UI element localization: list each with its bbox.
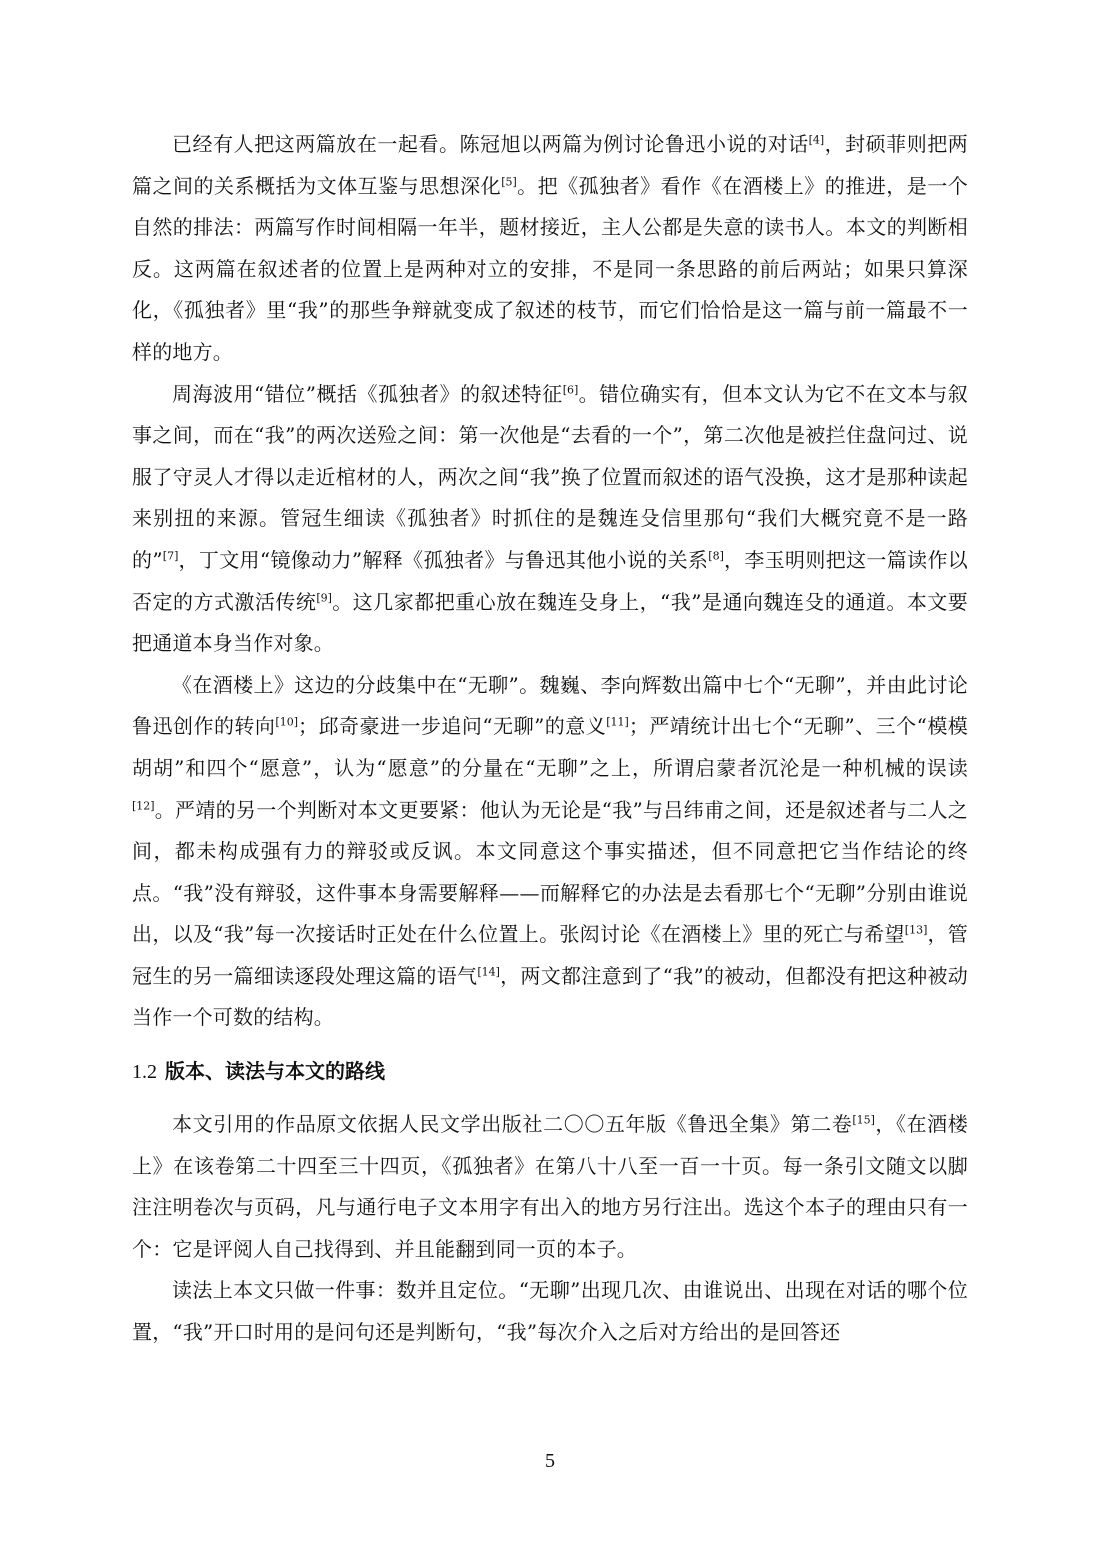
section-title: 版本、读法与本文的路线	[165, 1059, 385, 1084]
citation-marker: [9]	[316, 590, 332, 604]
text-run: ，《在酒楼上》在该卷第二十四至三十四页，《孤独者》在第八十八至一百一十页。每一条引文随文以脚注注明卷次与页码，凡与通行电子文本用字有出入的地方另行注出。选这个本子的理由只有一个：它是评阅人自己找得到、并且能翻到同一页的本子。	[132, 1112, 969, 1261]
paragraph	[132, 1270, 968, 1353]
text-run: 。这几家都把重心放在魏连殳身上，“我”是通向魏连殳的通道。本文要把通道本身当作对象。	[132, 589, 968, 656]
text-run: ，管冠生的另一篇细读逐段处理这篇的语气	[132, 922, 969, 988]
paragraph	[132, 124, 968, 374]
section-heading	[132, 1051, 968, 1092]
text-run: 周海波用“错位”概括《孤独者》的叙述特征	[172, 381, 563, 406]
text-run: ；邱奇豪进一步追问“无聊”的意义	[298, 714, 607, 739]
paragraph	[132, 374, 968, 665]
text-run: ，两文都注意到了“我”的被动，但都没有把这种被动当作一个可数的结构。	[132, 963, 968, 1030]
citation-marker: [8]	[708, 549, 724, 563]
citation-marker: [7]	[162, 549, 179, 563]
section-number: 1.2	[132, 1061, 157, 1084]
text-run: 本文引用的作品原文依据人民文学出版社二〇〇五年版《鲁迅全集》第二卷	[172, 1112, 853, 1137]
citation-marker: [11]	[606, 715, 629, 729]
citation-marker: [15]	[852, 1113, 875, 1127]
paragraph	[132, 1104, 968, 1270]
citation-marker: [14]	[477, 965, 500, 979]
text-run: 。错位确实有，但本文认为它不在文本与叙事之间，而在“我”的两次送殓之间：第一次他是“去看的一个”，第二次他是被拦住盘问过、说服了守灵人才得以走近棺材的人，两次之间“我”换了位置而叙述的语气没换，这才是那种读起来别扭的来源。管冠生细读《孤独者》时抓住的是魏连殳信里那句“我们大概究竟不是一路的”	[132, 381, 968, 572]
text-run: ，丁文用“镜像动力”解释《孤独者》与鲁迅其他小说的关系	[178, 547, 709, 572]
text-run: 。严靖的另一个判断对本文更要紧：他认为无论是“我”与吕纬甫之间，还是叙述者与二人之间，都未构成强有力的辩驳或反讽。本文同意这个事实描述，但不同意把它当作结论的终点。“我”没有辩驳，这件事本身需要解释——而解释它的办法是去看那七个“无聊”分别由谁说出，以及“我”每一次接话时正处在什么位置上。张闳讨论《在酒楼上》里的死亡与希望	[132, 797, 968, 947]
citation-marker: [5]	[501, 174, 517, 188]
page-number: 5	[545, 1450, 555, 1472]
citation-marker: [4]	[808, 133, 825, 147]
citation-marker: [12]	[132, 798, 155, 812]
citation-marker: [6]	[562, 382, 579, 396]
text-run: 已经有人把这两篇放在一起看。陈冠旭以两篇为例讨论鲁迅小说的对话	[172, 132, 809, 156]
text-run: 《在酒楼上》这边的分歧集中在“无聊”。魏巍、李向辉数出篇中七个“无聊”，并由此讨论鲁迅创作的转向	[132, 672, 968, 739]
text-run: ，李玉明则把这一篇读作以否定的方式激活传统	[132, 547, 969, 614]
text-run: ；严靖统计出七个“无聊”、三个“模模胡胡”和四个“愿意”，认为“愿意”的分量在“无聊”之上，所谓启蒙者沉沦是一种机械的误读	[132, 714, 969, 780]
citation-marker: [10]	[275, 715, 299, 729]
text-run: 。把《孤独者》看作《在酒楼上》的推进，是一个自然的排法：两篇写作时间相隔一年半，题材接近，主人公都是失意的读书人。本文的判断相反。这两篇在叙述者的位置上是两种对立的安排，不是同一条思路的前后两站；如果只算深化，《孤独者》里“我”的那些争辩就变成了叙述的枝节，而它们恰恰是这一篇与前一篇最不一样的地方。	[132, 173, 968, 364]
text-run: 读法上本文只做一件事：数并且定位。“无聊”出现几次、由谁说出、出现在对话的哪个位置，“我”开口时用的是问句还是判断句，“我”每次介入之后对方给出的是回答还	[132, 1278, 968, 1345]
body-text	[132, 124, 968, 1354]
paragraph	[132, 665, 968, 1039]
citation-marker: [13]	[904, 923, 928, 937]
text-run: ，封硕菲则把两篇之间的关系概括为文体互鉴与思想深化	[132, 132, 968, 198]
